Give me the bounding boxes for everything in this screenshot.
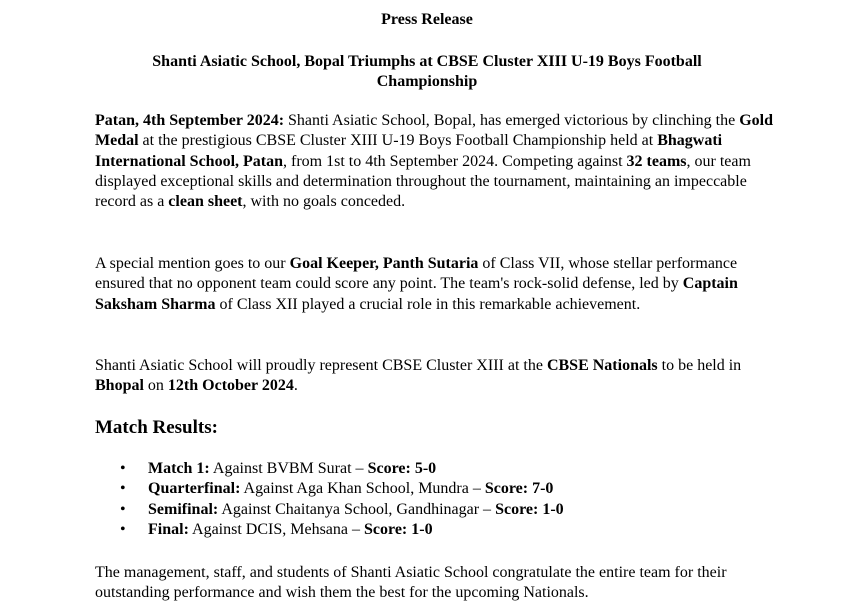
document-title-line-2: Championship bbox=[376, 73, 478, 90]
match-opponent: Against DCIS, Mehsana – bbox=[188, 520, 364, 538]
para1-text-3: , from 1st to 4th September 2024. Competing against bbox=[283, 152, 627, 170]
paragraph-announcement bbox=[95, 111, 775, 212]
list-item bbox=[95, 459, 564, 479]
para3-text-4: . bbox=[293, 377, 298, 395]
match-results-heading: Match Results: bbox=[95, 417, 218, 438]
bullet-icon: • bbox=[120, 480, 126, 498]
list-item bbox=[95, 479, 564, 499]
paragraph-nationals bbox=[95, 356, 775, 397]
gold-medal-text: Gold Medal bbox=[95, 112, 774, 150]
para2-text-3: of Class XII played a crucial role in this remarkable achievement. bbox=[215, 295, 641, 313]
score-label: Score: bbox=[495, 500, 539, 518]
venue-text: Bhagwati International School, Patan bbox=[95, 132, 723, 170]
para3-text-2: to be held in bbox=[657, 357, 742, 374]
match-opponent: Against Chaitanya School, Gandhinagar – bbox=[218, 500, 496, 518]
paragraph-closing: The management, staff, and students of Shanti Asiatic School congratulate the entire team for their outstanding performance and wish them the best for the upcoming Nationals. bbox=[95, 564, 727, 602]
para3-text-3: on bbox=[143, 377, 168, 395]
match-opponent: Against Aga Khan School, Mundra – bbox=[240, 480, 485, 498]
para1-text-2: at the prestigious CBSE Cluster XIII U-19 Boys Football Championship held at bbox=[138, 132, 658, 150]
para2-text-1: A special mention goes to our bbox=[95, 255, 290, 272]
document-title-line-1: Shanti Asiatic School, Bopal Triumphs at CBSE Cluster XIII U-19 Boys Football bbox=[152, 53, 702, 70]
match-round: Match 1: bbox=[148, 460, 210, 477]
match-score: 1-0 bbox=[407, 520, 433, 538]
match-score: 7-0 bbox=[528, 480, 554, 498]
para1-text-4: , our team displayed exceptional skills and determination throughout the tournament, maintaining an impeccable record as a bbox=[95, 152, 751, 211]
nationals-city: Bhopal bbox=[95, 377, 144, 395]
bullet-icon: • bbox=[120, 460, 126, 477]
score-label: Score: bbox=[484, 480, 529, 498]
document-title bbox=[0, 52, 854, 92]
bullet-icon: • bbox=[120, 520, 126, 538]
score-label: Score: bbox=[367, 460, 411, 477]
press-release-label: Press Release bbox=[381, 11, 473, 28]
match-opponent: Against BVBM Surat – bbox=[209, 460, 368, 477]
bullet-icon: • bbox=[120, 500, 126, 518]
para1-text-1: Shanti Asiatic School, Bopal, has emerged victorious by clinching the bbox=[284, 112, 740, 129]
nationals-text: CBSE Nationals bbox=[546, 357, 658, 374]
list-item bbox=[95, 520, 564, 540]
paragraph-special-mention bbox=[95, 254, 775, 315]
dateline: Patan, 4th September 2024: bbox=[95, 112, 285, 129]
team-count-text: 32 teams bbox=[626, 152, 687, 170]
clean-sheet-text: clean sheet bbox=[168, 193, 243, 211]
para1-text-5: , with no goals conceded. bbox=[242, 193, 406, 211]
match-round: Final: bbox=[148, 520, 189, 538]
goalkeeper-name: Goal Keeper, Panth Sutaria bbox=[289, 255, 479, 272]
match-score: 5-0 bbox=[410, 460, 437, 477]
score-label: Score: bbox=[364, 520, 408, 538]
match-results-list bbox=[95, 459, 564, 540]
match-round: Semifinal: bbox=[148, 500, 219, 518]
list-item bbox=[95, 500, 564, 520]
nationals-date: 12th October 2024 bbox=[167, 377, 294, 395]
captain-name: Captain Saksham Sharma bbox=[95, 275, 738, 313]
match-round: Quarterfinal: bbox=[148, 480, 241, 498]
match-score: 1-0 bbox=[538, 500, 564, 518]
para2-text-2: of Class VII, whose stellar performance ensured that no opponent team could score any point. The team's rock-solid defense, led by bbox=[95, 255, 738, 293]
para3-text-1: Shanti Asiatic School will proudly represent CBSE Cluster XIII at the bbox=[95, 357, 547, 374]
